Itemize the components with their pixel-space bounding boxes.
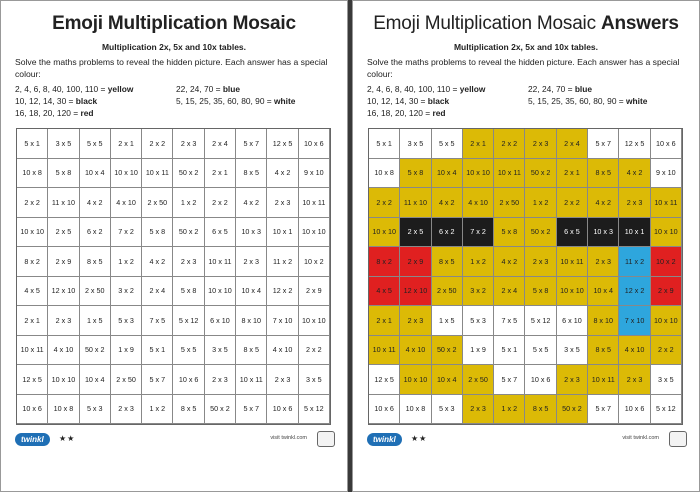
grid-cell: 2 x 3 — [173, 129, 204, 159]
grid-cell: 4 x 5 — [17, 277, 48, 307]
grid-cell: 3 x 5 — [400, 129, 431, 159]
grid-cell: 10 x 11 — [17, 336, 48, 366]
grid-cell: 5 x 1 — [369, 129, 400, 159]
grid-cell: 12 x 5 — [369, 365, 400, 395]
grid-cell: 3 x 5 — [299, 365, 330, 395]
grid-cell: 4 x 2 — [80, 188, 111, 218]
grid-cell: 2 x 3 — [205, 365, 236, 395]
grid-cell: 5 x 8 — [494, 218, 525, 248]
grid-cell: 5 x 7 — [142, 365, 173, 395]
grid-cell: 10 x 6 — [267, 395, 298, 425]
grid-cell: 1 x 5 — [80, 306, 111, 336]
grid-cell: 2 x 50 — [111, 365, 142, 395]
grid-cell: 5 x 3 — [463, 306, 494, 336]
grid-cell: 5 x 12 — [651, 395, 682, 425]
grid-cell: 2 x 9 — [651, 277, 682, 307]
grid-cell: 2 x 50 — [432, 277, 463, 307]
grid-cell: 2 x 3 — [557, 365, 588, 395]
grid-cell: 10 x 10 — [299, 218, 330, 248]
grid-cell: 10 x 10 — [400, 365, 431, 395]
grid-cell: 1 x 2 — [494, 395, 525, 425]
grid-cell: 5 x 7 — [588, 395, 619, 425]
grid-cell: 10 x 10 — [651, 218, 682, 248]
grid-cell: 12 x 2 — [267, 277, 298, 307]
grid-cell: 3 x 2 — [463, 277, 494, 307]
grid-cell: 5 x 3 — [432, 395, 463, 425]
grid-cell: 10 x 3 — [588, 218, 619, 248]
grid-cell: 10 x 10 — [17, 218, 48, 248]
grid-cell: 2 x 3 — [236, 247, 267, 277]
grid-cell: 5 x 5 — [80, 129, 111, 159]
visit-link: visit twinkl.com — [270, 435, 307, 441]
visit-link: visit twinkl.com — [622, 435, 659, 441]
grid-cell: 10 x 8 — [17, 159, 48, 189]
grid-cell: 3 x 5 — [205, 336, 236, 366]
grid-cell: 10 x 4 — [236, 277, 267, 307]
grid-cell: 12 x 5 — [619, 129, 650, 159]
grid-cell: 2 x 3 — [400, 306, 431, 336]
grid-cell: 1 x 2 — [525, 188, 556, 218]
grid-cell: 4 x 2 — [588, 188, 619, 218]
grid-cell: 4 x 10 — [619, 336, 650, 366]
grid-cell: 50 x 2 — [525, 218, 556, 248]
grid-cell: 8 x 5 — [432, 247, 463, 277]
grid-cell: 6 x 10 — [205, 306, 236, 336]
grid-cell: 4 x 2 — [494, 247, 525, 277]
grid-cell: 2 x 5 — [400, 218, 431, 248]
grid-cell: 11 x 2 — [267, 247, 298, 277]
grid-cell: 1 x 2 — [111, 247, 142, 277]
grid-cell: 6 x 2 — [80, 218, 111, 248]
grid-cell: 12 x 2 — [619, 277, 650, 307]
colour-legend — [367, 84, 691, 120]
grid-cell: 5 x 7 — [236, 395, 267, 425]
grid-cell: 2 x 3 — [619, 365, 650, 395]
grid-cell: 2 x 3 — [588, 247, 619, 277]
grid-cell: 50 x 2 — [80, 336, 111, 366]
grid-cell: 10 x 6 — [299, 129, 330, 159]
twinkl-logo: twinkl — [15, 433, 50, 446]
grid-cell: 2 x 1 — [17, 306, 48, 336]
grid-cell: 6 x 5 — [205, 218, 236, 248]
grid-cell: 2 x 9 — [400, 247, 431, 277]
grid-cell: 2 x 4 — [494, 277, 525, 307]
grid-cell: 5 x 8 — [400, 159, 431, 189]
page-title: Emoji Multiplication Mosaic — [52, 13, 296, 34]
page-subtitle: Multiplication 2x, 5x and 10x tables. — [453, 42, 599, 52]
legend-item: 2, 4, 6, 8, 40, 100, 110 = yellow — [15, 84, 134, 94]
grid-cell: 10 x 4 — [588, 277, 619, 307]
grid-cell: 2 x 5 — [48, 218, 79, 248]
grid-cell: 7 x 10 — [619, 306, 650, 336]
grid-cell: 2 x 3 — [111, 395, 142, 425]
grid-cell: 4 x 2 — [236, 188, 267, 218]
grid-cell: 5 x 1 — [142, 336, 173, 366]
grid-cell: 10 x 8 — [48, 395, 79, 425]
grid-cell: 5 x 5 — [525, 336, 556, 366]
grid-cell: 4 x 2 — [432, 188, 463, 218]
grid-cell: 2 x 1 — [111, 129, 142, 159]
legend-item: 5, 15, 25, 35, 60, 80, 90 = white — [528, 96, 648, 106]
grid-cell: 6 x 5 — [557, 218, 588, 248]
grid-cell: 10 x 11 — [299, 188, 330, 218]
legend-item: 5, 15, 25, 35, 60, 80, 90 = white — [176, 96, 296, 106]
grid-cell: 10 x 11 — [557, 247, 588, 277]
grid-cell: 2 x 3 — [267, 188, 298, 218]
legend-item: 10, 12, 14, 30 = black — [15, 96, 98, 106]
legend-item: 2, 4, 6, 8, 40, 100, 110 = yellow — [367, 84, 486, 94]
grid-cell: 10 x 6 — [17, 395, 48, 425]
grid-cell: 5 x 5 — [432, 129, 463, 159]
grid-cell: 2 x 2 — [651, 336, 682, 366]
grid-cell: 10 x 10 — [205, 277, 236, 307]
grid-cell: 10 x 6 — [525, 365, 556, 395]
grid-cell: 2 x 50 — [142, 188, 173, 218]
difficulty-stars: ★★ — [411, 434, 428, 443]
grid-cell: 10 x 11 — [205, 247, 236, 277]
grid-cell: 8 x 5 — [173, 395, 204, 425]
grid-cell: 4 x 2 — [142, 247, 173, 277]
grid-cell: 10 x 6 — [619, 395, 650, 425]
grid-cell: 2 x 3 — [267, 365, 298, 395]
grid-cell: 2 x 1 — [369, 306, 400, 336]
grid-cell: 7 x 10 — [267, 306, 298, 336]
grid-cell: 10 x 6 — [173, 365, 204, 395]
grid-cell: 1 x 2 — [463, 247, 494, 277]
grid-cell: 2 x 2 — [142, 129, 173, 159]
grid-cell: 10 x 2 — [299, 247, 330, 277]
grid-cell: 5 x 8 — [525, 277, 556, 307]
grid-cell: 5 x 12 — [525, 306, 556, 336]
grid-cell: 10 x 2 — [651, 247, 682, 277]
grid-cell: 2 x 3 — [525, 129, 556, 159]
grid-cell: 10 x 10 — [299, 306, 330, 336]
grid-cell: 10 x 10 — [651, 306, 682, 336]
grid-cell: 8 x 5 — [236, 336, 267, 366]
grid-cell: 1 x 2 — [142, 395, 173, 425]
grid-cell: 8 x 5 — [236, 159, 267, 189]
grid-cell: 5 x 5 — [173, 336, 204, 366]
grid-cell: 2 x 3 — [463, 395, 494, 425]
grid-cell: 10 x 4 — [80, 159, 111, 189]
worksheet-page — [0, 0, 348, 492]
grid-cell: 10 x 4 — [80, 365, 111, 395]
grid-cell: 5 x 7 — [236, 129, 267, 159]
grid-cell: 1 x 5 — [432, 306, 463, 336]
mosaic-answer-grid — [368, 128, 683, 425]
legend-item: 22, 24, 70 = blue — [528, 84, 593, 94]
grid-cell: 50 x 2 — [557, 395, 588, 425]
legend-item: 16, 18, 20, 120 = red — [15, 108, 94, 118]
grid-cell: 5 x 1 — [494, 336, 525, 366]
grid-cell: 11 x 10 — [48, 188, 79, 218]
colour-legend — [15, 84, 339, 120]
grid-cell: 8 x 2 — [369, 247, 400, 277]
grid-cell: 50 x 2 — [525, 159, 556, 189]
grid-cell: 8 x 2 — [17, 247, 48, 277]
grid-cell: 5 x 3 — [80, 395, 111, 425]
grid-cell: 5 x 12 — [299, 395, 330, 425]
grid-cell: 12 x 5 — [17, 365, 48, 395]
grid-cell: 10 x 1 — [267, 218, 298, 248]
legend-item: 22, 24, 70 = blue — [176, 84, 241, 94]
grid-cell: 9 x 10 — [651, 159, 682, 189]
grid-cell: 10 x 4 — [432, 159, 463, 189]
grid-cell: 3 x 2 — [111, 277, 142, 307]
grid-cell: 2 x 9 — [48, 247, 79, 277]
grid-cell: 10 x 11 — [494, 159, 525, 189]
page-footer — [353, 431, 699, 451]
difficulty-stars: ★★ — [59, 434, 76, 443]
legend-item: 10, 12, 14, 30 = black — [367, 96, 450, 106]
grid-cell: 4 x 10 — [267, 336, 298, 366]
grid-cell: 2 x 4 — [205, 129, 236, 159]
grid-cell: 10 x 10 — [111, 159, 142, 189]
grid-cell: 10 x 1 — [619, 218, 650, 248]
quality-badge-icon — [317, 431, 335, 447]
grid-cell: 10 x 11 — [236, 365, 267, 395]
page-footer — [1, 431, 347, 451]
grid-cell: 10 x 11 — [142, 159, 173, 189]
grid-cell: 5 x 12 — [173, 306, 204, 336]
grid-cell: 8 x 5 — [588, 336, 619, 366]
grid-cell: 4 x 2 — [267, 159, 298, 189]
grid-cell: 10 x 3 — [236, 218, 267, 248]
grid-cell: 5 x 8 — [173, 277, 204, 307]
grid-cell: 5 x 3 — [111, 306, 142, 336]
grid-cell: 8 x 10 — [588, 306, 619, 336]
grid-cell: 10 x 10 — [48, 365, 79, 395]
grid-cell: 2 x 50 — [80, 277, 111, 307]
grid-cell: 2 x 4 — [557, 129, 588, 159]
grid-cell: 1 x 9 — [463, 336, 494, 366]
grid-cell: 9 x 10 — [299, 159, 330, 189]
twinkl-logo: twinkl — [367, 433, 402, 446]
grid-cell: 2 x 3 — [48, 306, 79, 336]
grid-cell: 50 x 2 — [173, 159, 204, 189]
grid-cell: 7 x 2 — [463, 218, 494, 248]
grid-cell: 11 x 10 — [400, 188, 431, 218]
grid-cell: 3 x 5 — [48, 129, 79, 159]
grid-cell: 1 x 2 — [173, 188, 204, 218]
grid-cell: 6 x 2 — [432, 218, 463, 248]
instructions-text: Solve the maths problems to reveal the hidden picture. Each answer has a special colour: — [15, 57, 328, 79]
answers-page — [352, 0, 700, 492]
grid-cell: 4 x 10 — [400, 336, 431, 366]
quality-badge-icon — [669, 431, 687, 447]
grid-cell: 10 x 10 — [463, 159, 494, 189]
grid-cell: 8 x 5 — [588, 159, 619, 189]
grid-cell: 1 x 9 — [111, 336, 142, 366]
grid-cell: 50 x 2 — [432, 336, 463, 366]
grid-cell: 2 x 2 — [299, 336, 330, 366]
grid-cell: 8 x 10 — [236, 306, 267, 336]
grid-cell: 2 x 1 — [463, 129, 494, 159]
grid-cell: 4 x 10 — [463, 188, 494, 218]
grid-cell: 10 x 6 — [651, 129, 682, 159]
grid-cell: 10 x 11 — [651, 188, 682, 218]
grid-cell: 7 x 2 — [111, 218, 142, 248]
grid-cell: 2 x 50 — [463, 365, 494, 395]
grid-cell: 3 x 5 — [651, 365, 682, 395]
grid-cell: 50 x 2 — [205, 395, 236, 425]
grid-cell: 2 x 3 — [173, 247, 204, 277]
legend-item: 16, 18, 20, 120 = red — [367, 108, 446, 118]
grid-cell: 10 x 8 — [400, 395, 431, 425]
grid-cell: 8 x 5 — [80, 247, 111, 277]
grid-cell: 2 x 9 — [299, 277, 330, 307]
grid-cell: 5 x 8 — [142, 218, 173, 248]
grid-cell: 2 x 2 — [205, 188, 236, 218]
grid-cell: 12 x 5 — [267, 129, 298, 159]
grid-cell: 2 x 1 — [557, 159, 588, 189]
grid-cell: 10 x 11 — [588, 365, 619, 395]
grid-cell: 10 x 8 — [369, 159, 400, 189]
grid-cell: 11 x 2 — [619, 247, 650, 277]
grid-cell: 10 x 10 — [557, 277, 588, 307]
grid-cell: 5 x 8 — [48, 159, 79, 189]
grid-cell: 2 x 2 — [557, 188, 588, 218]
grid-cell: 12 x 10 — [48, 277, 79, 307]
grid-cell: 2 x 50 — [494, 188, 525, 218]
grid-cell: 2 x 3 — [619, 188, 650, 218]
grid-cell: 2 x 2 — [17, 188, 48, 218]
grid-cell: 10 x 6 — [369, 395, 400, 425]
mosaic-grid — [16, 128, 331, 425]
grid-cell: 7 x 5 — [494, 306, 525, 336]
grid-cell: 4 x 10 — [111, 188, 142, 218]
grid-cell: 2 x 2 — [369, 188, 400, 218]
instructions-text: Solve the maths problems to reveal the hidden picture. Each answer has a special colour: — [367, 57, 680, 79]
grid-cell: 12 x 10 — [400, 277, 431, 307]
grid-cell: 5 x 1 — [17, 129, 48, 159]
grid-cell: 3 x 5 — [557, 336, 588, 366]
grid-cell: 5 x 7 — [494, 365, 525, 395]
page-title: Emoji Multiplication Mosaic Answers — [373, 13, 679, 34]
grid-cell: 7 x 5 — [142, 306, 173, 336]
grid-cell: 2 x 3 — [525, 247, 556, 277]
grid-cell: 4 x 2 — [619, 159, 650, 189]
grid-cell: 2 x 4 — [142, 277, 173, 307]
grid-cell: 10 x 10 — [369, 218, 400, 248]
grid-cell: 2 x 1 — [205, 159, 236, 189]
grid-cell: 10 x 4 — [432, 365, 463, 395]
grid-cell: 4 x 10 — [48, 336, 79, 366]
page-subtitle: Multiplication 2x, 5x and 10x tables. — [101, 42, 247, 52]
grid-cell: 4 x 5 — [369, 277, 400, 307]
grid-cell: 8 x 5 — [525, 395, 556, 425]
grid-cell: 5 x 7 — [588, 129, 619, 159]
grid-cell: 50 x 2 — [173, 218, 204, 248]
grid-cell: 2 x 2 — [494, 129, 525, 159]
grid-cell: 10 x 11 — [369, 336, 400, 366]
grid-cell: 6 x 10 — [557, 306, 588, 336]
